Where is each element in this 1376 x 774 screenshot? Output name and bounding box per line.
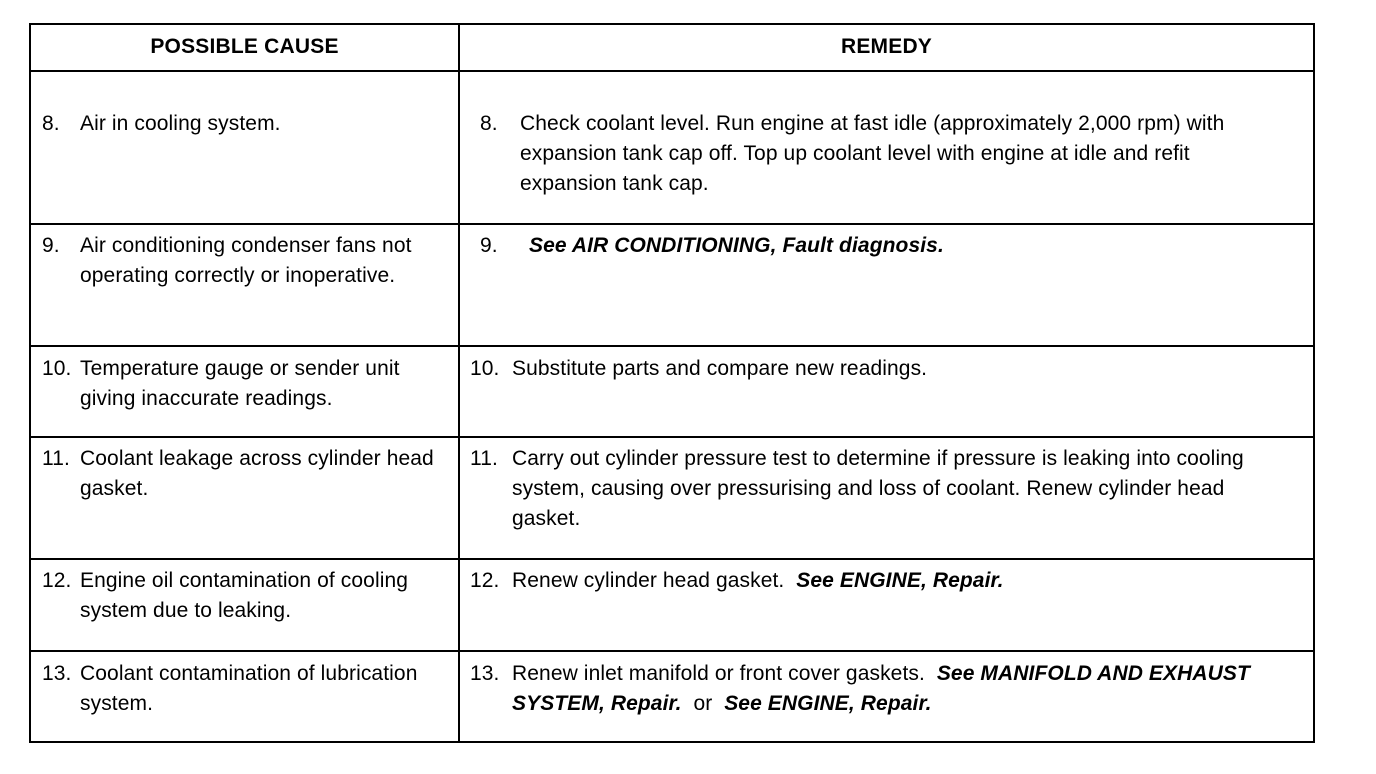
cause-number: 11. bbox=[42, 447, 70, 470]
remedy-header: REMEDY bbox=[459, 24, 1314, 71]
header-row bbox=[30, 24, 1314, 71]
remedy-number: 8. bbox=[480, 112, 498, 135]
table-row bbox=[30, 559, 1314, 651]
remedy-number: 12. bbox=[470, 569, 500, 592]
remedy-cell bbox=[460, 225, 1313, 261]
table-row bbox=[30, 437, 1314, 559]
remedy-text: Substitute parts and compare new readings. bbox=[512, 357, 928, 380]
cause-text: Air conditioning condenser fans not operating correctly or inoperative. bbox=[80, 234, 412, 287]
remedy-number: 13. bbox=[470, 662, 500, 685]
cause-text: Engine oil contamination of cooling system due to leaking. bbox=[80, 569, 409, 622]
cross-reference: See MANIFOLD AND EXHAUST SYSTEM, Repair. bbox=[512, 662, 1250, 715]
possible-cause-header: POSSIBLE CAUSE bbox=[30, 24, 459, 71]
remedy-text: Carry out cylinder pressure test to determine if pressure is leaking into cooling system, causing over pressurising and loss of coolant. Renew cylinder head gasket. bbox=[512, 447, 1244, 530]
cause-text: Temperature gauge or sender unit giving inaccurate readings. bbox=[80, 357, 400, 410]
cause-cell bbox=[31, 438, 458, 504]
cause-text: Air in cooling system. bbox=[80, 112, 281, 135]
cross-reference-2: See ENGINE, Repair. bbox=[724, 692, 932, 715]
remedy-cell bbox=[460, 72, 1313, 199]
cause-text: Coolant contamination of lubrication system. bbox=[80, 662, 418, 715]
cause-cell bbox=[31, 347, 458, 414]
remedy-number: 9. bbox=[480, 234, 498, 257]
cross-reference: See ENGINE, Repair. bbox=[796, 569, 1004, 592]
cause-number: 13. bbox=[42, 662, 72, 685]
fault-diagnosis-table bbox=[29, 23, 1315, 743]
cause-number: 10. bbox=[42, 357, 72, 380]
cause-number: 9. bbox=[42, 234, 60, 257]
remedy-text: Renew inlet manifold or front cover gaskets. bbox=[512, 662, 925, 685]
cause-cell bbox=[31, 72, 458, 139]
table-row bbox=[30, 224, 1314, 346]
cause-number: 12. bbox=[42, 569, 72, 592]
cross-reference: See AIR CONDITIONING, Fault diagnosis. bbox=[529, 234, 944, 257]
table-row bbox=[30, 71, 1314, 224]
table-row bbox=[30, 346, 1314, 437]
cause-cell bbox=[31, 225, 458, 291]
cause-text: Coolant leakage across cylinder head gasket. bbox=[80, 447, 434, 500]
reference-join: or bbox=[693, 692, 713, 715]
remedy-number: 11. bbox=[470, 447, 498, 470]
cause-number: 8. bbox=[42, 112, 60, 135]
remedy-cell bbox=[460, 652, 1313, 719]
remedy-text: Check coolant level. Run engine at fast idle (approximately 2,000 rpm) with expansion tank cap off. Top up coolant level with engine at idle and refit expansion tank cap. bbox=[520, 112, 1225, 195]
remedy-cell bbox=[460, 347, 1313, 384]
cause-cell bbox=[31, 560, 458, 626]
table-row bbox=[30, 651, 1314, 742]
remedy-text: Renew cylinder head gasket. bbox=[512, 569, 785, 592]
remedy-cell bbox=[460, 438, 1313, 534]
cause-cell bbox=[31, 652, 458, 719]
remedy-cell bbox=[460, 560, 1313, 596]
remedy-number: 10. bbox=[470, 357, 500, 380]
